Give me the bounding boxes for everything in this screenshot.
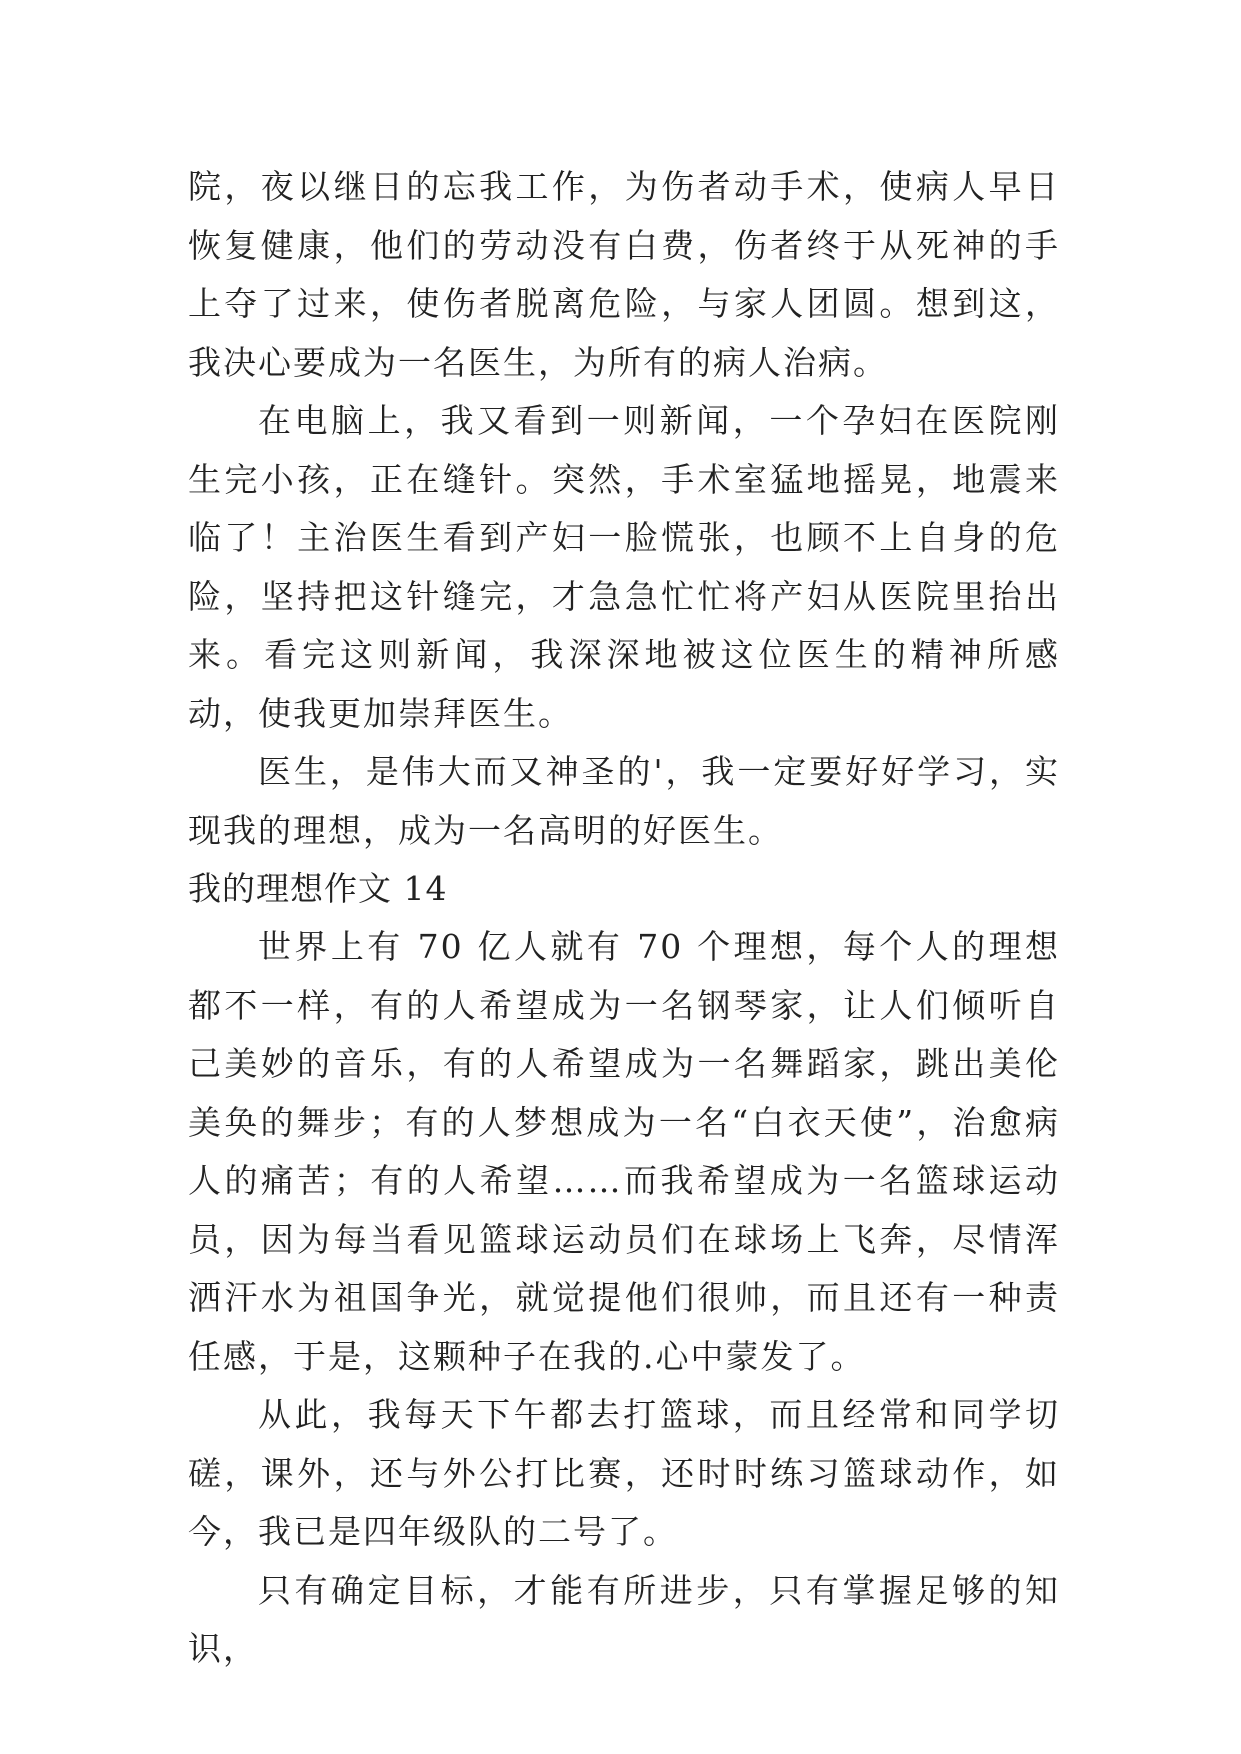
paragraph-dreams: 世界上有 70 亿人就有 70 个理想，每个人的理想都不一样，有的人希望成为一名钢琴家，让人们倾听自己美妙的音乐，有的人希望成为一名舞蹈家，跳出美伦美奂的舞步；有的人梦想成为一名“白衣天使”，治愈病人的痛苦；有的人希望……而我希望成为一名篮球运动员，因为每当看见篮球运动员们在球场上飞奔，尽情浑洒汗水为祖国争光，就觉提他们很帅，而且还有一种责任感，于是，这颗种子在我的.心中蒙发了。 <box>188 927 1060 1376</box>
paragraph-practice: 从此，我每天下午都去打篮球，而且经常和同学切磋，课外，还与外公打比赛，还时时练习篮球动作，如今，我已是四年级队的二号了。 <box>188 1395 1060 1551</box>
paragraph-continued: 院，夜以继日的忘我工作，为伤者动手术，使病人早日恢复健康，他们的劳动没有白费，伤者终于从死神的手上夺了过来，使伤者脱离危险，与家人团圆。想到这，我决心要成为一名医生，为所有的病人治病。 <box>188 167 1060 382</box>
paragraph-goal: 只有确定目标，才能有所进步，只有掌握足够的知识， <box>188 1570 1060 1668</box>
paragraph-news-story: 在电脑上，我又看到一则新闻，一个孕妇在医院刚生完小孩，正在缝针。突然，手术室猛地摇晃，地震来临了！主治医生看到产妇一脸慌张，也顾不上自身的危险，坚持把这针缝完，才急急忙忙将产妇从医院里抬出来。看完这则新闻，我深深地被这位医生的精神所感动，使我更加崇拜医生。 <box>188 401 1060 733</box>
paragraph-conclusion: 医生，是伟大而又神圣的'，我一定要好好学习，实现我的理想，成为一名高明的好医生。 <box>188 752 1060 850</box>
essay-title: 我的理想作文 14 <box>188 869 448 908</box>
document-page <box>188 158 1060 1679</box>
